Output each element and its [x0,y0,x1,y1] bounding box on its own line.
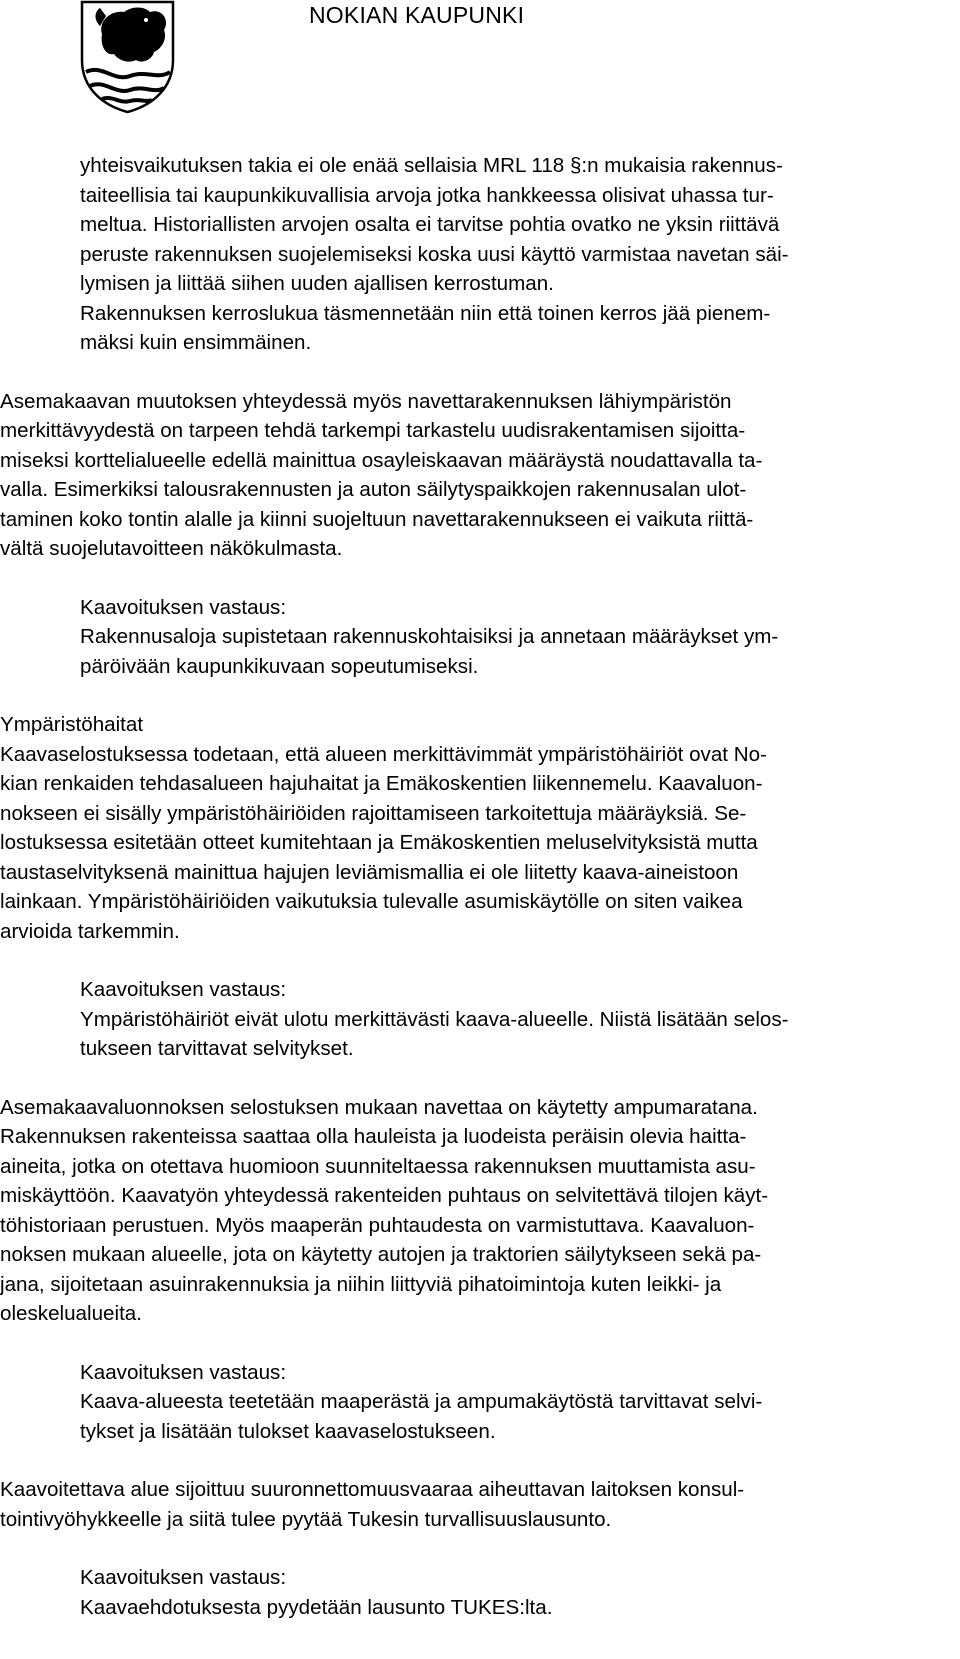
organization-title: NOKIAN KAUPUNKI [309,2,525,28]
response-building-areas: Kaavoituksen vastaus: Rakennusaloja supistetaan rakennuskohtaisiksi ja annetaan määräykset ym- päröivään kaupunkikuvaan sopeutumiseksi. [80,595,779,678]
paragraph-heritage-values: yhteisvaikutuksen takia ei ole enää sellaisia MRL 118 §:n mukaisia rakennus- taiteellisia tai kaupunkikuvallisia arvoja jotka hankkeessa olisivat uhassa tur- meltua. Historiallisten arvojen osalta ei tarvitse pohtia ovatko ne yksin riittävä peruste rakennuksen suojelemiseksi koska uusi käyttö varmistaa navetan säi- lymisen ja liittää siihen uuden ajallisen kerrostuman. Rakennuksen kerroslukua täsmennetään niin että toinen kerros jää pienem- mäksi kuin ensimmäinen. [80,154,789,354]
response-environmental-disturbances: Kaavoituksen vastaus: Ympäristöhäiriöt eivät ulotu merkittävästi kaava-alueelle. Niistä lisätään selos- tukseen tarvittavat selvitykset. [80,978,789,1060]
paragraph-accident-hazard: Kaavoitettava alue sijoittuu suuronnettomuusvaaraa aiheuttavan laitoksen konsul- tointivyöhykkeelle ja siitä tulee pyytää Tukesin turvallisuuslausunto. [0,1478,745,1531]
response-tukes-statement: Kaavoituksen vastaus: Kaavaehdotuksesta pyydetään lausunto TUKES:lta. [80,1566,553,1619]
paragraph-shooting-range: Asemakaavaluonnoksen selostuksen mukaan navettaa on käytetty ampumaratana. Rakennuksen rakenteissa saattaa olla hauleista ja luodeista peräisin olevia haitta- aineita, jotka on otettava huomioon suunniteltaessa rakennuksen muuttamista asu- miskäyttöön. Kaavatyön yhteydessä rakenteiden puhtaus on selvitettävä tilojen käyt- töhistoriaan perustuen. Myös maaperän puhtaudesta on varmistuttava. Kaavaluon- noksen mukaan alueelle, jota on käytetty autojen ja traktorien säilytykseen sekä pa- jana, sijoitetaan asuinrakennuksia ja niihin liittyviä pihatoimintoja kuten leikki- ja oleskelualueita. [0,1095,769,1325]
paragraph-surroundings: Asemakaavan muutoksen yhteydessä myös navettarakennuksen lähiympäristön merkittävyydestä on tarpeen tehdä tarkempi tarkastelu uudisrakentamisen sijoitta- miseksi korttelialueelle edellä mainittua osayleiskaavan määräystä noudattavalla ta- valla. Esimerkiksi talousrakennusten ja auton säilytyspaikkojen rakennusalan ulot- taminen koko tontin alalle ja kiinni suojeltuun navettarakennukseen ei vaikuta riittä- vältä suojelutavoitteen näkökulmasta. [0,389,763,560]
section-environmental-nuisances: Ympäristöhaitat Kaavaselostuksessa todetaan, että alueen merkittävimmät ympäristöhäiriöt ovat No- kian renkaiden tehdasalueen hajuhaitat ja Emäkoskentien liikennemelu. Kaavaluon- nokseen ei sisälly ympäristöhäiriöiden rajoittamiseen tarkoitettuja määräyksiä. Se- lostuksessa esitetään otteet kumitehtaan ja Emäkoskentien meluselvityksistä mutta taustaselvityksenä mainittua hajujen leviämismallia ei ole liitetty kaava-aineistoon lainkaan. Ympäristöhäiriöiden vaikutuksia tulevalle asumiskäytölle on siten vaikea arvioida tarkemmin. [0,713,767,943]
response-soil-survey: Kaavoituksen vastaus: Kaava-alueesta teetetään maaperästä ja ampumakäytöstä tarvittavat selvi- tykset ja lisätään tulokset kaavaselostukseen. [80,1360,763,1443]
document-body [0,151,960,1622]
city-coat-of-arms-logo [80,0,175,114]
